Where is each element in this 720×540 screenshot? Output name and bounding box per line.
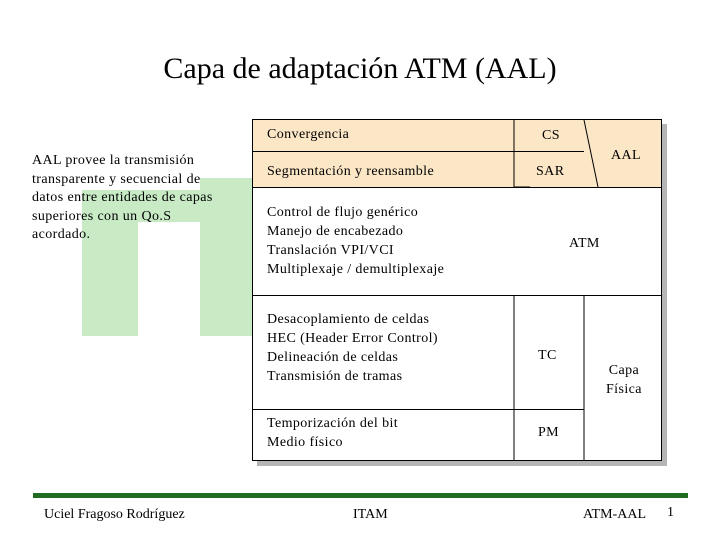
layer-table: [252, 119, 662, 461]
aal-label: AAL: [611, 148, 641, 163]
atm-label: ATM: [569, 236, 600, 251]
slide-title: Capa de adaptación ATM (AAL): [163, 52, 557, 85]
atm-function-item: Control de flujo genérico: [267, 205, 419, 220]
atm-function-item: Manejo de encabezado: [267, 224, 404, 239]
segmentacion-label: Segmentación y reensamble: [267, 164, 435, 179]
footer-rule: [33, 493, 688, 498]
footer-author: Uciel Fragoso Rodríguez: [44, 507, 185, 522]
tc-function-item: Delineación de celdas: [267, 350, 399, 365]
footer-topic: ATM-AAL: [583, 507, 646, 522]
convergencia-label: Convergencia: [267, 127, 350, 142]
sar-label: SAR: [536, 164, 565, 179]
tc-label: TC: [538, 348, 557, 363]
atm-function-item: Translación VPI/VCI: [267, 243, 394, 258]
table-slanted-borders: [253, 120, 661, 460]
tc-function-item: Transmisión de tramas: [267, 369, 403, 384]
tc-function-item: HEC (Header Error Control): [267, 331, 438, 346]
page-number: 1: [667, 505, 674, 520]
pm-function-item: Temporización del bit: [267, 416, 399, 431]
pm-label: PM: [538, 425, 560, 440]
atm-function-item: Multiplexaje / demultiplexaje: [267, 262, 445, 277]
capa-fisica-line: Capa: [608, 363, 640, 378]
aal-description: AAL provee la transmisión transparente y secuencial de datos entre entidades de capas superiores con un Qo.S acordado.: [32, 153, 213, 242]
capa-fisica-line: Física: [606, 382, 642, 397]
pm-function-item: Medio físico: [267, 435, 343, 450]
footer-institution: ITAM: [353, 507, 388, 522]
tc-function-item: Desacoplamiento de celdas: [267, 312, 430, 327]
cs-label: CS: [542, 128, 560, 143]
